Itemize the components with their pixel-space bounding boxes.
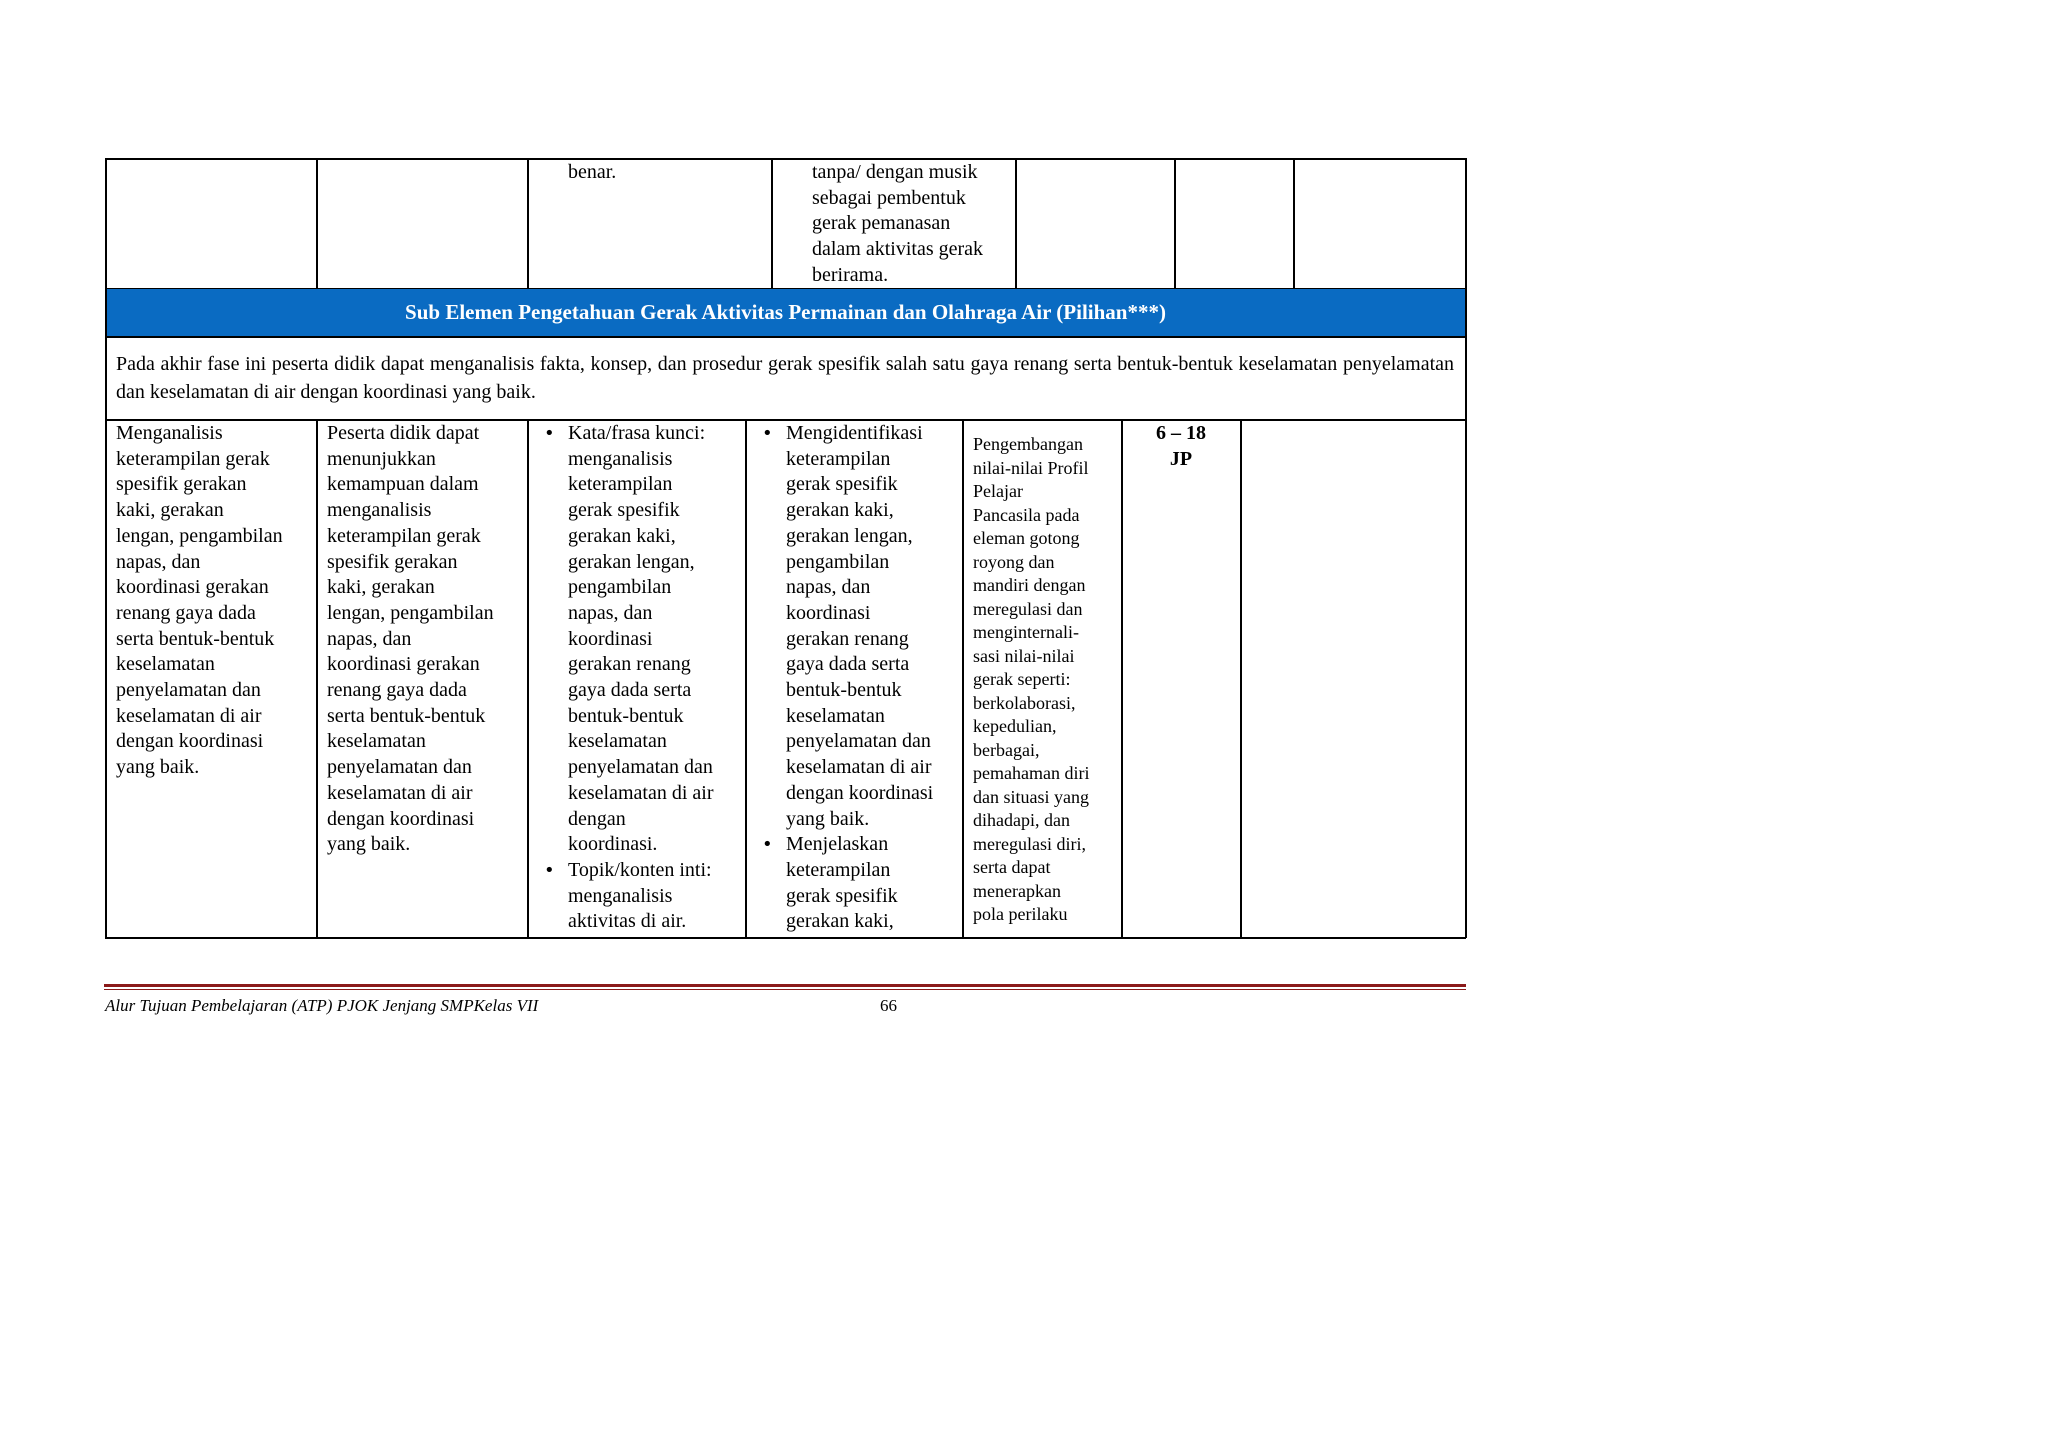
cell-tujuan-pembelajaran	[116, 421, 283, 781]
text-line: • Topik/konten inti:	[568, 858, 712, 881]
text-line: spesifik gerakan	[116, 473, 247, 496]
text-line: napas, dan	[786, 576, 871, 599]
text-line: meregulasi diri,	[973, 833, 1086, 854]
section-header	[106, 289, 1465, 336]
text-line: berkolaborasi,	[973, 692, 1076, 713]
text-line: nilai-nilai Profil	[973, 457, 1089, 478]
text-line: koordinasi gerakan	[327, 653, 480, 676]
text-line: spesifik gerakan	[327, 550, 458, 573]
text-line: yang baik.	[116, 756, 200, 779]
text-line: serta bentuk-bentuk	[116, 627, 275, 650]
text-line: kaki, gerakan	[116, 499, 224, 522]
text-line: renang gaya dada	[327, 679, 467, 702]
text-line: gaya dada serta	[568, 679, 692, 702]
cell-indikator	[327, 421, 494, 858]
text-line: pola perilaku	[973, 904, 1068, 924]
text-line: penyelamatan dan	[327, 756, 472, 779]
text-line: keselamatan	[568, 730, 667, 753]
text-line: mandiri dengan	[973, 575, 1086, 595]
text-line: menganalisis	[327, 499, 432, 522]
text-line: Menganalisis	[116, 422, 223, 444]
text-line: sebagai pembentuk	[812, 186, 966, 209]
text-line: gerakan lengan,	[786, 524, 913, 547]
cell-alokasi-waktu	[1121, 421, 1241, 472]
text-line: gerakan kaki,	[786, 499, 894, 522]
text-line: menunjukkan	[327, 447, 436, 470]
text-line: pengambilan	[568, 576, 672, 599]
footer-title: Alur Tujuan Pembelajaran (ATP) PJOK Jenjang SMPKelas VII	[105, 996, 539, 1015]
section-header-title: Sub Elemen Pengetahuan Gerak Aktivitas Permainan dan Olahraga Air (Pilihan***)	[405, 300, 1166, 324]
text-line: 6 – 18	[1156, 422, 1206, 444]
text-line: dengan koordinasi	[327, 807, 475, 830]
text-line: serta dapat	[973, 857, 1051, 877]
text-line: koordinasi.	[568, 833, 658, 856]
list-item	[540, 421, 714, 858]
cell-profil-pelajar	[973, 433, 1089, 927]
page-number: 66	[880, 996, 897, 1015]
text-line: gerak pemanasan	[812, 212, 951, 235]
text-line: keterampilan	[786, 447, 891, 470]
text-line: keselamatan di air	[116, 704, 262, 727]
text-line: penyelamatan dan	[786, 730, 931, 753]
text-line: lengan, pengambilan	[116, 524, 283, 547]
text-line: keselamatan di air	[327, 781, 473, 804]
text-line: aktivitas di air.	[568, 910, 687, 933]
text-line: berirama.	[812, 263, 889, 286]
text-line: gerakan kaki,	[568, 524, 676, 547]
text-line: Pelajar	[973, 481, 1023, 501]
text-line: eleman gotong	[973, 528, 1080, 548]
cell-materi	[758, 421, 933, 935]
text-line: • Kata/frasa kunci:	[568, 422, 706, 444]
text-line: kaki, gerakan	[327, 576, 435, 599]
list-item	[758, 832, 933, 935]
text-line: gerakan lengan,	[568, 550, 695, 573]
text-line: JP	[1169, 447, 1193, 470]
text-line: koordinasi gerakan	[116, 576, 269, 599]
text-line: kemampuan dalam	[327, 473, 479, 496]
list-item	[758, 421, 933, 832]
text-line: dalam aktivitas gerak	[812, 238, 984, 261]
text-line: gerakan renang	[786, 627, 909, 650]
text-line: pemahaman diri	[973, 763, 1090, 783]
text-line: keselamatan	[786, 704, 885, 727]
text-line: dan situasi yang	[973, 786, 1089, 807]
text-line: sasi nilai-nilai	[973, 645, 1075, 666]
text-line: tanpa/ dengan musik	[812, 161, 978, 183]
text-line: dengan koordinasi	[116, 730, 264, 753]
text-line: penyelamatan dan	[116, 679, 261, 702]
text-line: dihadapi, dan	[973, 810, 1070, 830]
section-paragraph: Pada akhir fase ini peserta didik dapat menganalisis fakta, konsep, dan prosedur gerak spesifik salah satu gaya renang serta bentuk-bentuk keselamatan penyelamatan dan keselamatan di air dengan koordinasi yang baik.	[116, 353, 1454, 403]
text-line: gerak spesifik	[786, 473, 898, 496]
text-line: yang baik.	[327, 833, 411, 856]
text-line: keselamatan	[116, 653, 215, 676]
text-line: • Menjelaskan	[786, 833, 889, 856]
text-line: berbagai,	[973, 739, 1040, 760]
text-line: penyelamatan dan	[568, 756, 713, 779]
text-line: keterampilan	[568, 473, 673, 496]
text-line: Peserta didik dapat	[327, 422, 480, 444]
text-line: dengan koordinasi	[786, 781, 934, 804]
text-line: napas, dan	[116, 550, 201, 573]
text-line: pengambilan	[786, 550, 890, 573]
text-line: lengan, pengambilan	[327, 601, 494, 624]
text-line: gerakan renang	[568, 653, 691, 676]
text-line: keterampilan gerak	[327, 524, 481, 547]
text-line: gerakan kaki,	[786, 910, 894, 933]
text-line: kepedulian,	[973, 716, 1057, 736]
text-line: napas, dan	[568, 601, 653, 624]
text-line: gerak spesifik	[786, 884, 898, 907]
text-line: Pengembangan	[973, 434, 1083, 454]
text-line: menganalisis	[568, 447, 673, 470]
text-line: keselamatan di air	[786, 756, 932, 779]
text-line: meregulasi dan	[973, 598, 1083, 619]
text-line: gaya dada serta	[786, 653, 910, 676]
continued-cell-col4	[812, 160, 983, 289]
text-line: bentuk-bentuk	[786, 679, 902, 702]
text-line: • Mengidentifikasi	[786, 422, 923, 444]
text-line: Pancasila pada	[973, 504, 1080, 525]
text-line: serta bentuk-bentuk	[327, 704, 486, 727]
text-line: gerak spesifik	[568, 499, 680, 522]
text-line: keterampilan	[786, 858, 891, 881]
text-line: benar.	[568, 161, 617, 183]
text-line: dengan	[568, 807, 626, 830]
continued-cell-col3	[568, 160, 616, 186]
cell-kata-kunci	[540, 421, 714, 935]
text-line: gerak seperti:	[973, 669, 1071, 689]
text-line: yang baik.	[786, 807, 870, 830]
text-line: bentuk-bentuk	[568, 704, 684, 727]
text-line: keterampilan gerak	[116, 447, 270, 470]
text-line: keselamatan di air	[568, 781, 714, 804]
text-line: koordinasi	[568, 627, 653, 650]
text-line: menerapkan	[973, 880, 1061, 901]
list-item	[540, 858, 714, 935]
text-line: koordinasi	[786, 601, 871, 624]
text-line: menginternali-	[973, 622, 1079, 642]
text-line: menganalisis	[568, 884, 673, 907]
text-line: royong dan	[973, 551, 1055, 572]
text-line: renang gaya dada	[116, 601, 256, 624]
text-line: keselamatan	[327, 730, 426, 753]
text-line: napas, dan	[327, 627, 412, 650]
